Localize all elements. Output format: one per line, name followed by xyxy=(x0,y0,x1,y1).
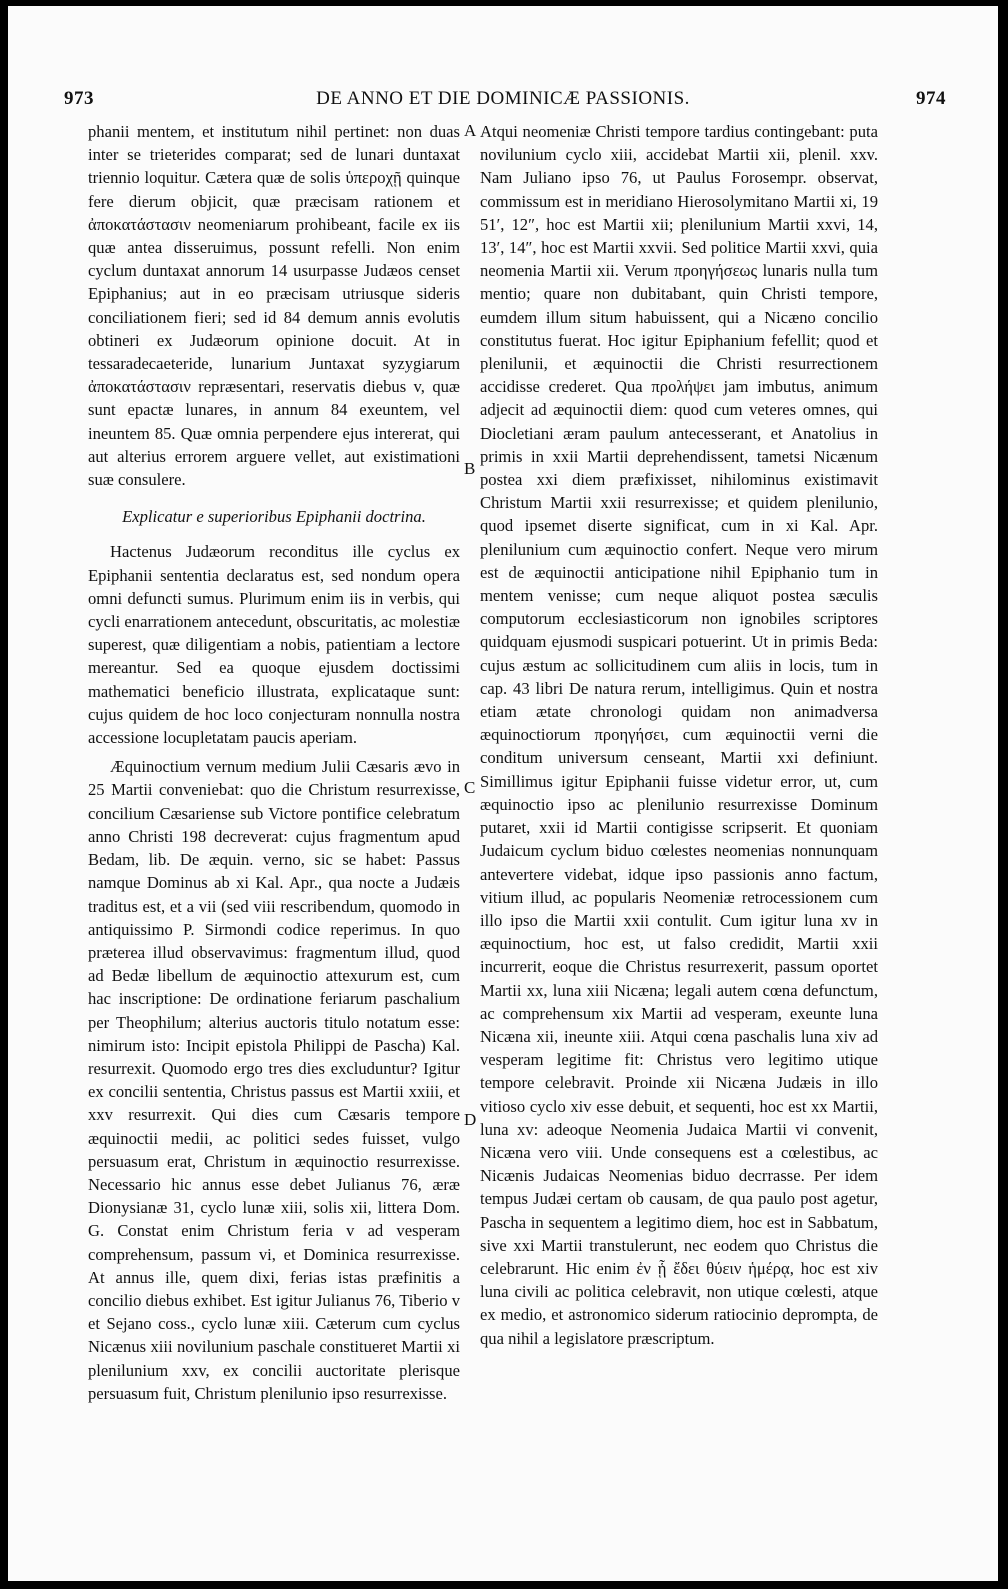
right-column xyxy=(480,120,878,1350)
section-subheading: Explicatur e superioribus Epiphanii doctrina. xyxy=(122,507,426,527)
left-column xyxy=(88,120,460,1405)
page-number-right: 974 xyxy=(916,88,946,109)
right-paragraph-1: Atqui neomeniæ Christi tempore tardius contingebant: puta novilunium cyclo xiii, accidebat Martii xii, plenil. xxv. Nam Juliano ipso 76, ut Paulus Forosempr. observat, commissum est in meridiano Hierosolymitano Martii xi, 19 51′, 12″, hoc est Martii xii; plenilunium Martii xxvi, 14, 13′, 14″, hoc est Martii xxvii. Sed politice Martii xxvi, quia neomenia Martii xii. Verum προηγήσεως lunaris nulla tum mentio; quare non dubitabant, quin Christi tempore, eumdem illum situm habuissent, qui a Nicæno concilio constitutus fuerat. Hoc igitur Epiphanium fefellit; quod et plenilunii, et æquinoctii die Christi resurrectionem accidisse crederet. Qua προλήψει jam imbutus, animum adjecit ad æquinoctii diem: quod cum veteres omnes, qui Diocletiani æram paulum antecesserant, et Anatolius in primis in xxii Martii deprehendissent, tametsi Nicænum postea xxi diem præfixisset, nihilominus existimavit Christum Martii xxii resurrexisse; et quidem plenilunio, quod ipsemet diserte significat, cum in xi Kal. Apr. plenilunium cum æquinoctio confert. Neque vero mirum est de æquinoctii anticipatione nihil Epiphanio tum in mentem venisse; cum neque aliquot postea sæculis computorum ecclesiasticorum non ignobiles scriptores quidquam ejusmodi suspicari potuerint. Ut in primis Beda: cujus æstum ac sollicitudinem cum aliis in locis, tum in cap. 43 libri De natura rerum, intelligimus. Quin et nostra etiam ætate chronologi quidam non animadversa æquinoctiorum προηγήσει, cum æquinoctii verni die conditum universum censeant, Martii xxi definiunt. Simillimus igitur Epiphanii fuisse videtur error, ut, cum æquinoctio ipso ac plenilunio resurrexisse Dominum putaret, xxii id Martii contigisse scripserit. Et quoniam Judaicum cyclum biduo cœlestes neomenias nonnunquam antevertere videbat, idque ipso passionis anno factum, vitium illud, ac popularis Neomeniæ retrocessionem cum illo ipso die Martii xxii contulit. Cum igitur luna xv in æquinoctium, hoc est, ut falso credidit, Martii xxii incurrerit, eoque die Christus resurrexerit, passum oportet Martii xx, luna xiii Nicæna; legali autem cœna defunctum, ac comprehensum xix Martii ad vesperam, exeunte luna Nicæna xii, ineunte xiii. Atqui cœna paschalis luna xiv ad vesperam legitime fit: Christus vero legitimo utique tempore celebravit. Proinde xii Nicæna Judæis in illo vitioso cyclo xiv esse debuit, et sequenti, hoc est xx Martii, luna xv: adeoque Neomenia Judaica Martii vi convenit, Nicæna vero viii. Unde consequens est a cœlestibus, ac Nicænis Judaicas Neomenias biduo decrrasse. Per idem tempus Judæi certam ob causam, de qua paulo post agetur, Pascha in sequentem a legitimo diem, hoc est in Sabbatum, sive xxi Martii transtulerunt, nec eodem quo Christus die celebrarunt. Hic enim ἐν ᾗ ἔδει θύειν ἡμέρᾳ, hoc est xiv luna civili ac politica celebravit, non utique cœlesti, atque ex medio, et astronomico siderum ratiocinio deprompta, de qua nihil a legislatore præscriptum. xyxy=(480,122,878,1348)
left-paragraph-1: phanii mentem, et institutum nihil pertinet: non duas inter se trieterides comparat; sed de lunari duntaxat triennio loquitur. Cætera quæ de solis ὑπεροχῇ quinque fere dierum objicit, quæ præcisam rationem et ἀποκατάστασιν neomeniarum prohibeant, facile ex iis quæ antea disseruimus, possunt refelli. Non enim cyclum duntaxat annorum 14 usurpasse Judæos censet Epiphanius; aut in eo præcisam utriusque sideris conciliationem fieri; sed id 84 demum annis evolutis obtineri ex Judæorum opinione docuit. At in tessaradecaeteride, lunarium Juntaxat syzygiarum ἀποκατάστασιν repræsentari, reservatis diebus v, quæ sunt epactæ lunares, in annum 84 exeuntem, vel ineuntem 85. Quæ omnia perpendere ejus intererat, qui aut alterius errorem arguere vellet, aut existimationi suæ consulere. xyxy=(88,122,460,490)
margin-letter-d: D xyxy=(464,1110,477,1129)
margin-letter-b: B xyxy=(464,459,476,478)
left-paragraph-2: Hactenus Judæorum reconditus ille cyclus ex Epiphanii sententia declaratus est, sed nondum opera omni defuncti sumus. Plurimum enim iis in verbis, qui cycli enarrationem antecedunt, obscuritatis, ac molestiæ superest, quæ diligentiam a nobis, patientiam a lectore mereantur. Sed ea quoque ejusdem doctissimi mathematici beneficio illustrata, explicataque sunt: cujus quidem de hoc loco conjecturam nonnulla nostra accessione locupletatam paucis aperiam. xyxy=(88,542,460,748)
running-title: DE ANNO ET DIE DOMINICÆ PASSIONIS. xyxy=(316,88,690,109)
margin-letter-a: A xyxy=(464,121,477,140)
book-page xyxy=(8,6,998,1581)
left-paragraph-3: Æquinoctium vernum medium Julii Cæsaris ævo in 25 Martii conveniebat: quo die Christum resurrexisse, concilium Cæsariense sub Victore pontifice celebratum anno Christi 198 decreverat: cujus fragmentum apud Bedam, lib. De æquin. verno, sic se habet: Passus namque Dominus ab xi Kal. Apr., qua nocte a Judæis traditus est, et a vii (sed viii rescribendum, quomodo in antiquissimo P. Sirmondi codice reperimus. In quo præterea illud observavimus: fragmentum illud, quod ad Bedæ libellum de æquinoctio attexurum est, cum hac inscriptione: De ordinatione feriarum paschalium per Theophilum; alterius auctoris titulo notatum esse: nimirum isto: Incipit epistola Philippi de Pascha) Kal. resurrexit. Quomodo ergo tres dies excluduntur? Igitur ex concilii sententia, Christus passus est Martii xxiii, et xxv resurrexit. Qui dies cum Cæsaris tempore æquinoctii medii, ac politici sedes fuisset, vulgo persuasum erat, Christum in æquinoctio resurrexisse. Necessario hic annus esse debet Julianus 76, æræ Dionysianæ 31, cyclo lunæ xiii, solis xii, littera Dom. G. Constat enim Christum feria v ad vesperam comprehensum, passum vi, et Dominica resurrexisse. At annus ille, quem dixi, ferias istas præfinitis a concilio diebus exhibet. Est igitur Julianus 76, Tiberio v et Sejano coss., cyclo lunæ xiii. Cæterum cum cyclus Nicænus xiii novilunium paschale constitueret Martii xi plenilunium xxv, ex concilii auctoritate plerisque persuasum fuit, Christum plenilunio ipso resurrexisse. xyxy=(88,757,460,1403)
margin-letter-c: C xyxy=(464,778,476,797)
running-header xyxy=(8,88,998,118)
page-number-left: 973 xyxy=(64,88,94,109)
